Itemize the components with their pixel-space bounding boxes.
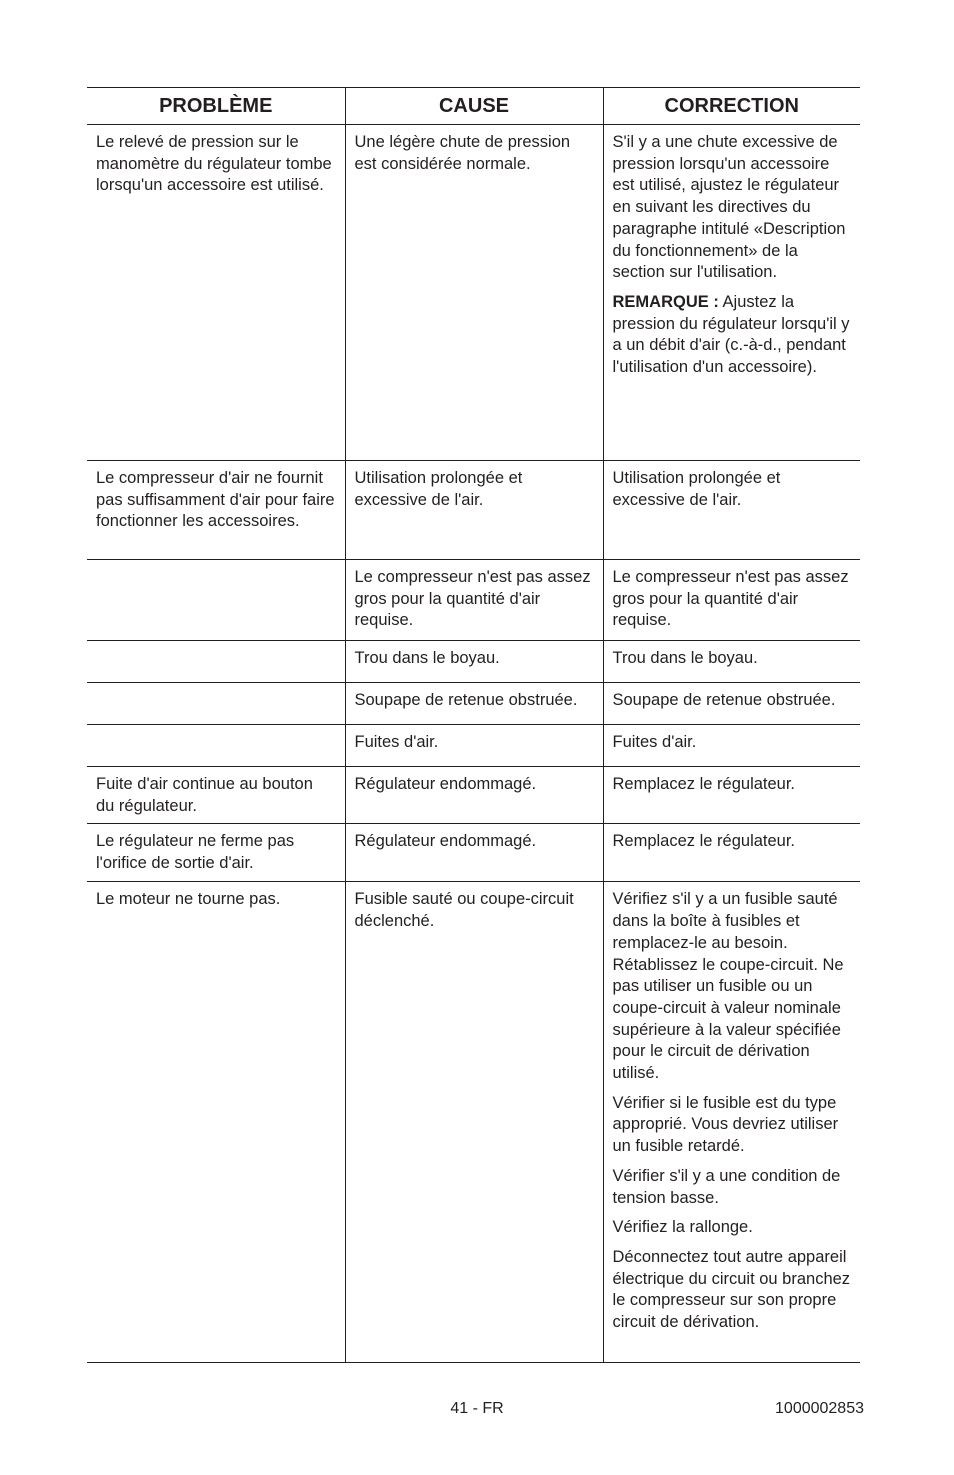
header-correction: CORRECTION [603, 88, 860, 125]
note-text: Ajustez la pression du régulateur lorsqu'il y a un débit d'air (c.-à-d., pendant l'utilisation d'un accessoire). [612, 292, 850, 377]
correction-text: Déconnectez tout autre appareil électrique du circuit ou branchez le compresseur sur son propre circuit de dérivation. [612, 1247, 851, 1332]
cause-cell: Fusible sauté ou coupe-circuit déclenché. [345, 882, 603, 1363]
note-label: REMARQUE : [612, 292, 719, 311]
correction-cell [603, 725, 860, 767]
problem-cell: Le régulateur ne ferme pas l'orifice de sortie d'air. [87, 824, 345, 882]
correction-cell [603, 824, 860, 882]
correction-text: Le compresseur n'est pas assez gros pour la quantité d'air requise. [612, 568, 849, 630]
cause-cell: Une légère chute de pression est considérée normale. [345, 125, 603, 461]
correction-cell [603, 461, 860, 560]
correction-cell [603, 641, 860, 683]
document-number: 1000002853 [775, 1400, 864, 1417]
correction-text: Trou dans le boyau. [612, 649, 758, 667]
cause-cell: Trou dans le boyau. [345, 641, 603, 683]
table-row [87, 683, 860, 725]
cause-cell: Régulateur endommagé. [345, 767, 603, 824]
correction-text: Remplacez le régulateur. [612, 775, 796, 793]
correction-text: Vérifier s'il y a une condition de tension basse. [612, 1166, 841, 1207]
correction-text: Vérifiez s'il y a un fusible sauté dans la boîte à fusibles et remplacez-le au besoin. Rétablissez le coupe-circuit. Ne pas utiliser un fusible ou un coupe-circuit à valeur nominale supérieure à la valeur spécifiée pour le circuit de dérivation utilisé. [612, 890, 844, 1083]
problem-cell: Fuite d'air continue au bouton du régulateur. [87, 767, 345, 824]
correction-cell [603, 767, 860, 824]
correction-text: Soupape de retenue obstruée. [612, 691, 836, 709]
table-header-row [87, 88, 860, 125]
cause-cell: Soupape de retenue obstruée. [345, 683, 603, 725]
cause-cell: Le compresseur n'est pas assez gros pour la quantité d'air requise. [345, 560, 603, 641]
correction-cell [603, 882, 860, 1363]
correction-text: S'il y a une chute excessive de pression lorsqu'un accessoire est utilisé, ajustez le régulateur en suivant les directives du paragraphe intitulé «Description du fonctionnement» de la section sur l'utilisation. [612, 133, 846, 282]
header-cause: CAUSE [345, 88, 603, 125]
correction-cell [603, 560, 860, 641]
problem-cell [87, 683, 345, 725]
correction-text: Vérifier si le fusible est du type approprié. Vous devriez utiliser un fusible retardé. [612, 1093, 839, 1156]
table-row [87, 882, 860, 1363]
cause-cell: Fuites d'air. [345, 725, 603, 767]
correction-cell [603, 683, 860, 725]
problem-cell: Le compresseur d'air ne fournit pas suffisamment d'air pour faire fonctionner les accessoires. [87, 461, 345, 560]
problem-cell: Le relevé de pression sur le manomètre du régulateur tombe lorsqu'un accessoire est utilisé. [87, 125, 345, 461]
problem-cell [87, 725, 345, 767]
problem-cell [87, 641, 345, 683]
header-problem: PROBLÈME [87, 88, 345, 125]
correction-text: Utilisation prolongée et excessive de l'air. [612, 469, 781, 509]
correction-text: Remplacez le régulateur. [612, 832, 796, 851]
table-row [87, 461, 860, 560]
correction-text: Vérifiez la rallonge. [612, 1218, 753, 1237]
table-row [87, 767, 860, 824]
table-row [87, 560, 860, 641]
table-row [87, 824, 860, 882]
cause-cell: Utilisation prolongée et excessive de l'air. [345, 461, 603, 560]
problem-cell [87, 560, 345, 641]
table-row [87, 725, 860, 767]
table-row [87, 125, 860, 461]
page-number: 41 - FR [450, 1400, 504, 1417]
correction-cell [603, 125, 860, 461]
troubleshooting-table [87, 87, 860, 1363]
cause-cell: Régulateur endommagé. [345, 824, 603, 882]
correction-note [613, 292, 852, 379]
table-row [87, 641, 860, 683]
correction-text: Fuites d'air. [612, 733, 697, 751]
problem-cell: Le moteur ne tourne pas. [87, 882, 345, 1363]
